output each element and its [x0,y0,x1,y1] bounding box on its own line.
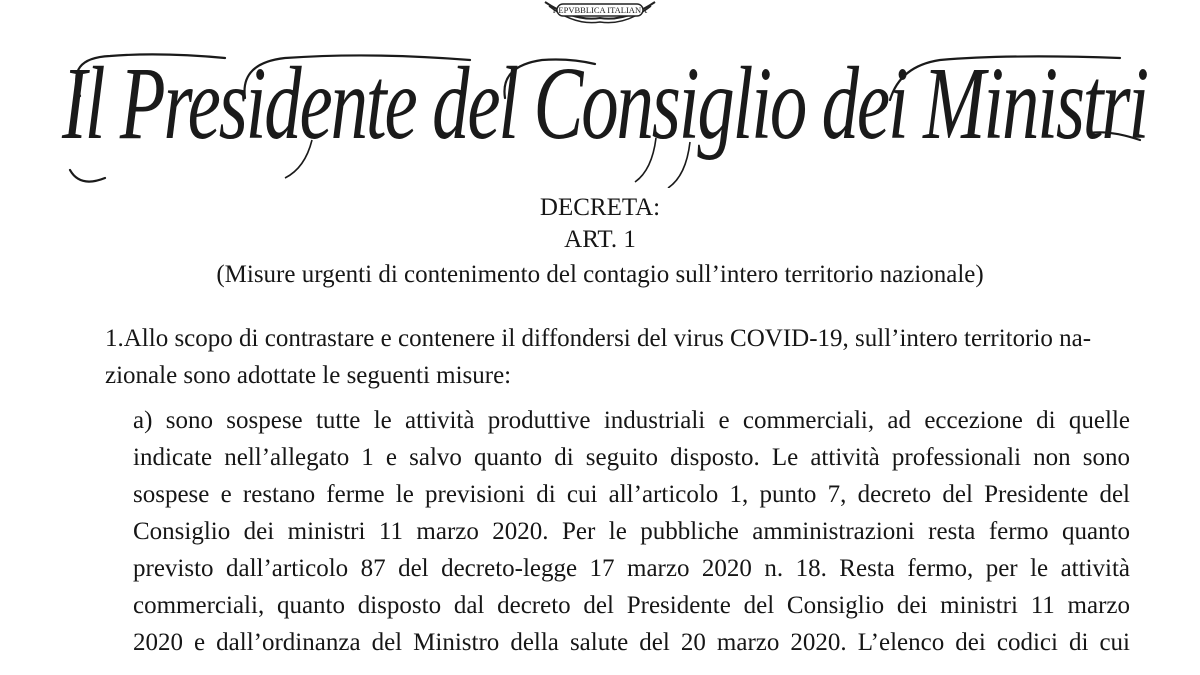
article-title: (Misure urgenti di contenimento del contagio sull’intero territorio nazionale) [216,261,984,288]
article-number: ART. 1 [564,226,636,253]
paragraph-1-line [105,320,1130,357]
paragraph-2 [133,402,1130,661]
paragraph-2-line: a) sono sospese tutte le attività produttive industriali e commerciali, ad eccezione di quelle [133,407,1130,434]
emblem-caption: REPVBBLICA ITALIANA [552,5,648,15]
paragraph-2-line: commerciali, quanto disposto dal decreto del Presidente del Consiglio dei ministri 11 marzo [133,592,1130,619]
page-title [50,38,1160,188]
italian-republic-emblem-icon [535,0,665,24]
paragraph-2-line: 2020 e dall’ordinanza del Ministro della salute del 20 marzo 2020. L’elenco dei codici di cui [133,629,1130,656]
title-text: Il Presidente del Consiglio dei Ministri [61,46,1148,161]
paragraph-1-line-text: 1.Allo scopo di contrastare e contenere il diffondersi del virus COVID-19, sull’intero territorio na- [105,325,1092,352]
paragraph-2-line: previsto dall’articolo 87 del decreto-legge 17 marzo 2020 n. 18. Resta fermo, per le attività [133,555,1130,582]
paragraph-1 [105,320,1130,394]
paragraph-1-line: zionale sono adottate le seguenti misure: [105,362,512,389]
paragraph-2-line: Consiglio dei ministri 11 marzo 2020. Per le pubbliche amministrazioni resta fermo quanto [133,518,1130,545]
paragraph-2-line: sospese e restano ferme le previsioni di cui all’articolo 1, punto 7, decreto del Presidente del [133,481,1130,508]
decree-heading: DECRETA: [539,194,661,221]
paragraph-2-line: indicate nell’allegato 1 e salvo quanto di seguito disposto. Le attività professionali non sono [133,444,1130,471]
